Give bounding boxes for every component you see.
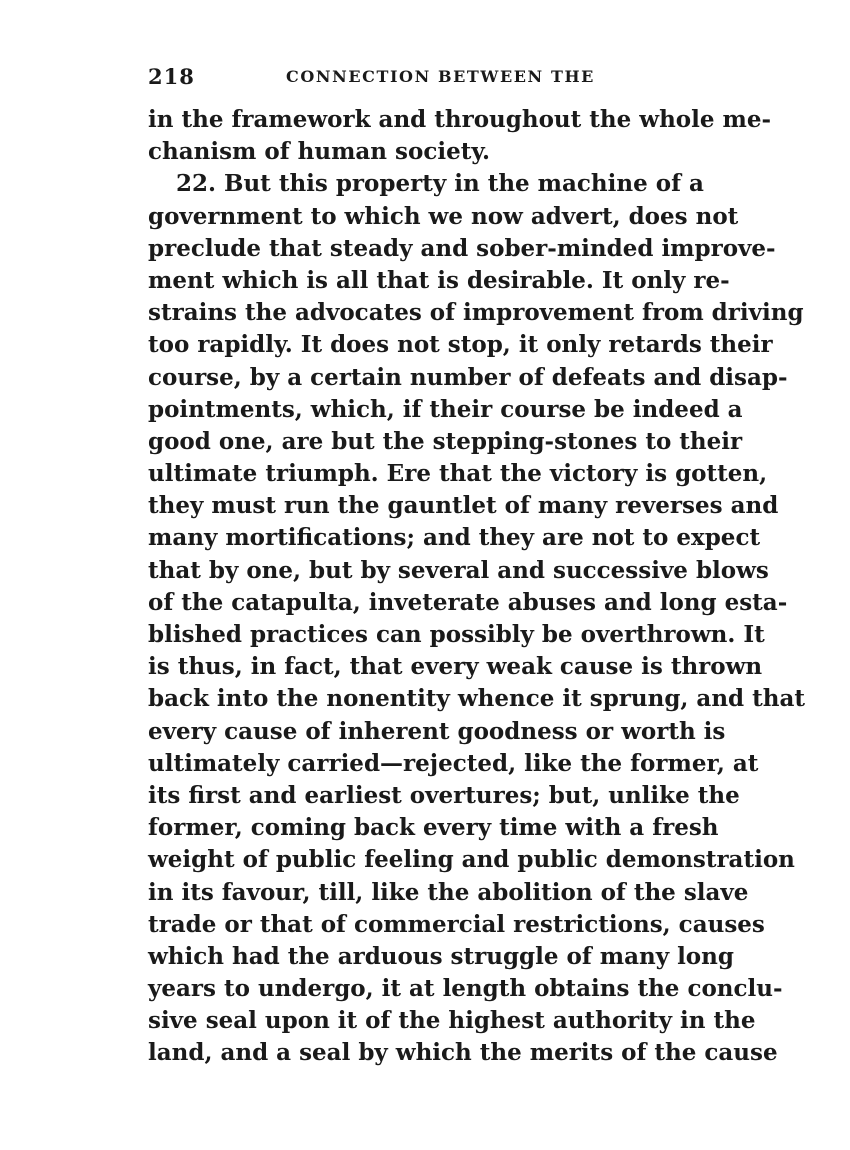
text-line: trade or that of commercial restrictions, causes [148, 910, 765, 938]
text-line: years to undergo, it at length obtains the conclu- [148, 975, 783, 1003]
text-line: is thus, in fact, that every weak cause is thrown [148, 653, 763, 681]
text-line: preclude that steady and sober-minded improve- [148, 234, 776, 262]
text-line: good one, are but the stepping-stones to their [148, 427, 743, 455]
text-line: back into the nonentity whence it sprung, and that [148, 685, 806, 713]
text-line: in its favour, till, like the abolition of the slave [148, 878, 749, 906]
text-line: which had the arduous struggle of many long [148, 942, 734, 970]
page-number: 218 [148, 64, 195, 89]
text-line: its first and earliest overtures; but, unlike the [148, 781, 740, 809]
running-title: CONNECTION BETWEEN THE [286, 67, 595, 86]
text-line: every cause of inherent goodness or worth is [148, 717, 726, 745]
text-line: pointments, which, if their course be indeed a [148, 395, 743, 423]
text-line: government to which we now advert, does not [148, 202, 739, 230]
text-line: that by one, but by several and successive blows [148, 556, 769, 584]
text-line: land, and a seal by which the merits of the cause [148, 1039, 778, 1067]
text-line: course, by a certain number of defeats and disap- [148, 363, 788, 391]
text-line: weight of public feeling and public demonstration [148, 846, 795, 874]
text-line: they must run the gauntlet of many reverses and [148, 492, 779, 520]
text-line: many mortifications; and they are not to expect [148, 524, 761, 552]
text-line: ultimate triumph. Ere that the victory is gotten, [148, 460, 768, 488]
text-line: 22. But this property in the machine of a [176, 170, 704, 198]
text-line: ment which is all that is desirable. It only re- [148, 266, 730, 294]
text-line: ultimately carried—rejected, like the former, at [148, 749, 759, 777]
body-text [148, 104, 806, 1070]
text-line: strains the advocates of improvement from driving [148, 299, 804, 327]
text-line: former, coming back every time with a fresh [148, 814, 719, 842]
text-line: chanism of human society. [148, 138, 491, 166]
text-line: blished practices can possibly be overthrown. It [148, 621, 765, 648]
text-line: too rapidly. It does not stop, it only retards their [148, 331, 773, 359]
text-line: in the framework and throughout the whole me- [148, 106, 772, 133]
text-line: of the catapulta, inveterate abuses and long esta- [148, 588, 788, 616]
text-line: sive seal upon it of the highest authority in the [148, 1007, 756, 1035]
running-head [148, 64, 708, 90]
